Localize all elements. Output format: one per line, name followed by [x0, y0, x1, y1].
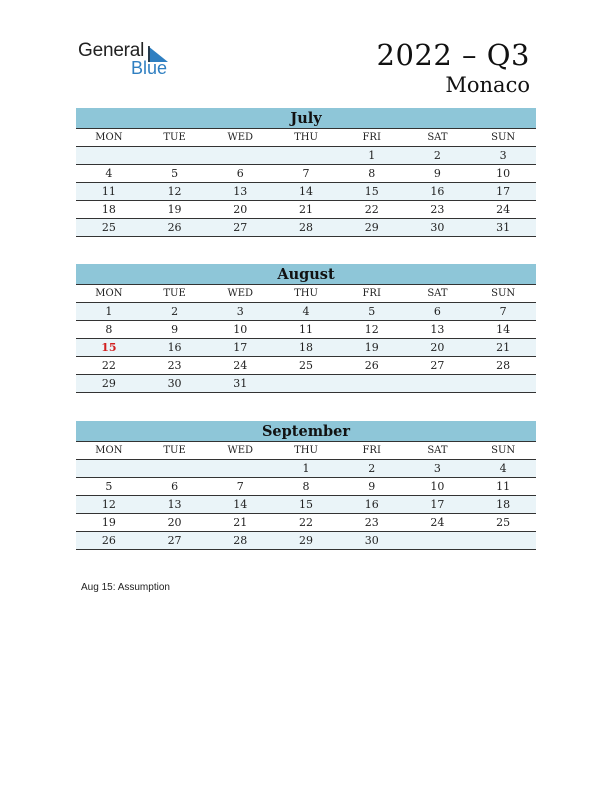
weekday-label: MON: [95, 288, 123, 299]
weekday-label: FRI: [362, 132, 381, 143]
day-cell: 23: [430, 203, 445, 216]
day-cell: 27: [167, 534, 182, 547]
day-cell: 28: [233, 534, 248, 547]
day-cell: [405, 532, 471, 550]
day-cell: 19: [364, 341, 379, 354]
day-cell: 3: [236, 305, 244, 318]
day-cell: 21: [233, 516, 248, 529]
weekday-label: TUE: [163, 445, 186, 456]
day-cell: [470, 532, 536, 550]
day-cell: 12: [101, 498, 116, 511]
week-row: [76, 321, 536, 339]
day-cell: 25: [496, 516, 511, 529]
day-cell: 2: [171, 305, 179, 318]
week-row: [76, 147, 536, 165]
day-cell: 17: [496, 185, 511, 198]
day-cell: 11: [101, 185, 116, 198]
day-cell: 13: [233, 185, 248, 198]
day-cell: 15: [364, 185, 379, 198]
day-cell: [273, 375, 339, 393]
day-cell: 30: [364, 534, 379, 547]
day-cell: [207, 460, 273, 478]
day-cell: [76, 147, 142, 165]
day-cell: 21: [298, 203, 313, 216]
day-cell: 27: [430, 359, 445, 372]
weekday-label: SAT: [427, 288, 448, 299]
weekday-label: SAT: [427, 132, 448, 143]
day-cell: [142, 460, 208, 478]
day-cell: 24: [430, 516, 445, 529]
day-cell: 5: [368, 305, 376, 318]
day-cell: 26: [167, 221, 182, 234]
day-cell: 7: [499, 305, 507, 318]
weekday-label: SAT: [427, 445, 448, 456]
day-cell: 18: [298, 341, 313, 354]
day-cell: 14: [298, 185, 313, 198]
day-cell: 11: [496, 480, 511, 493]
weekday-label: WED: [227, 288, 254, 299]
day-cell: 24: [233, 359, 248, 372]
day-cell: 30: [167, 377, 182, 390]
logo-text-general: General: [78, 40, 145, 61]
weekday-label: SUN: [491, 132, 516, 143]
day-cell: 6: [236, 167, 244, 180]
weekday-label: THU: [294, 445, 318, 456]
day-cell: 20: [430, 341, 445, 354]
week-row: [76, 460, 536, 478]
day-cell: 26: [101, 534, 116, 547]
weekday-header-row: [76, 442, 536, 460]
day-cell: 13: [430, 323, 445, 336]
day-cell: 2: [433, 149, 441, 162]
day-cell: 9: [368, 480, 376, 493]
day-cell: 8: [302, 480, 310, 493]
weekday-label: MON: [95, 132, 123, 143]
month-header: August: [76, 264, 536, 285]
day-cell: 22: [364, 203, 379, 216]
day-cell: [339, 375, 405, 393]
week-row: [76, 532, 536, 550]
day-cell: 21: [496, 341, 511, 354]
day-cell: 9: [433, 167, 441, 180]
day-cell: [76, 460, 142, 478]
day-cell: 7: [302, 167, 310, 180]
logo-text-blue: Blue: [131, 58, 168, 78]
day-cell: 1: [302, 462, 310, 475]
week-row: [76, 303, 536, 321]
day-cell: 23: [364, 516, 379, 529]
day-cell: 25: [101, 221, 116, 234]
day-cell: 28: [496, 359, 511, 372]
day-cell: 6: [171, 480, 179, 493]
weekday-label: FRI: [362, 445, 381, 456]
day-cell: 19: [101, 516, 116, 529]
day-cell: 29: [364, 221, 379, 234]
day-cell: 26: [364, 359, 379, 372]
day-cell: 5: [171, 167, 179, 180]
day-cell: 13: [167, 498, 182, 511]
weekday-header-row: [76, 285, 536, 303]
day-cell: 20: [233, 203, 248, 216]
month-calendar-august: [76, 264, 536, 393]
month-calendar-september: [76, 421, 536, 550]
day-cell: 10: [233, 323, 248, 336]
day-cell: 1: [105, 305, 113, 318]
month-header: July: [76, 108, 536, 129]
day-cell: 4: [105, 167, 113, 180]
day-cell: 22: [298, 516, 313, 529]
day-cell: 8: [368, 167, 376, 180]
day-cell: 20: [167, 516, 182, 529]
day-cell: 9: [171, 323, 179, 336]
day-cell: 22: [101, 359, 116, 372]
day-cell: 6: [433, 305, 441, 318]
weekday-label: THU: [294, 288, 318, 299]
day-cell: [273, 147, 339, 165]
day-cell: 4: [499, 462, 507, 475]
day-cell: 31: [233, 377, 248, 390]
weekday-label: WED: [227, 132, 254, 143]
weekday-label: WED: [227, 445, 254, 456]
weekday-label: FRI: [362, 288, 381, 299]
holiday-day-cell: 15: [101, 341, 117, 354]
day-cell: 29: [101, 377, 116, 390]
weekday-label: SUN: [491, 288, 516, 299]
weekday-label: MON: [95, 445, 123, 456]
week-row: [76, 339, 536, 357]
weekday-label: TUE: [163, 132, 186, 143]
day-cell: 12: [364, 323, 379, 336]
day-cell: 14: [496, 323, 511, 336]
week-row: [76, 496, 536, 514]
day-cell: 25: [298, 359, 313, 372]
country-name: Monaco: [445, 73, 530, 97]
day-cell: 16: [364, 498, 379, 511]
day-cell: 31: [496, 221, 511, 234]
day-cell: 24: [496, 203, 511, 216]
week-row: [76, 375, 536, 393]
day-cell: 10: [430, 480, 445, 493]
day-cell: [470, 375, 536, 393]
week-row: [76, 357, 536, 375]
day-cell: 17: [430, 498, 445, 511]
weekday-label: TUE: [163, 288, 186, 299]
week-row: [76, 201, 536, 219]
day-cell: 16: [167, 341, 182, 354]
holiday-note: Aug 15: Assumption: [81, 582, 170, 593]
day-cell: 27: [233, 221, 248, 234]
day-cell: 16: [430, 185, 445, 198]
page-title: 2022 – Q3: [376, 38, 530, 72]
month-header: September: [76, 421, 536, 442]
day-cell: 1: [368, 149, 376, 162]
week-row: [76, 514, 536, 532]
month-calendar-july: [76, 108, 536, 237]
day-cell: 18: [101, 203, 116, 216]
week-row: [76, 219, 536, 237]
day-cell: [142, 147, 208, 165]
day-cell: 17: [233, 341, 248, 354]
day-cell: 23: [167, 359, 182, 372]
day-cell: 14: [233, 498, 248, 511]
day-cell: 11: [298, 323, 313, 336]
day-cell: 5: [105, 480, 113, 493]
day-cell: 15: [298, 498, 313, 511]
day-cell: 10: [496, 167, 511, 180]
generalblue-logo: [78, 40, 178, 80]
week-row: [76, 165, 536, 183]
day-cell: [405, 375, 471, 393]
weekday-label: SUN: [491, 445, 516, 456]
day-cell: 30: [430, 221, 445, 234]
day-cell: 8: [105, 323, 113, 336]
week-row: [76, 478, 536, 496]
weekday-header-row: [76, 129, 536, 147]
day-cell: 28: [298, 221, 313, 234]
day-cell: 29: [298, 534, 313, 547]
day-cell: 7: [236, 480, 244, 493]
day-cell: 2: [368, 462, 376, 475]
weekday-label: THU: [294, 132, 318, 143]
day-cell: 4: [302, 305, 310, 318]
holiday-notes: [81, 582, 170, 593]
day-cell: 3: [499, 149, 507, 162]
day-cell: 3: [433, 462, 441, 475]
day-cell: 12: [167, 185, 182, 198]
week-row: [76, 183, 536, 201]
day-cell: [207, 147, 273, 165]
day-cell: 18: [496, 498, 511, 511]
day-cell: 19: [167, 203, 182, 216]
